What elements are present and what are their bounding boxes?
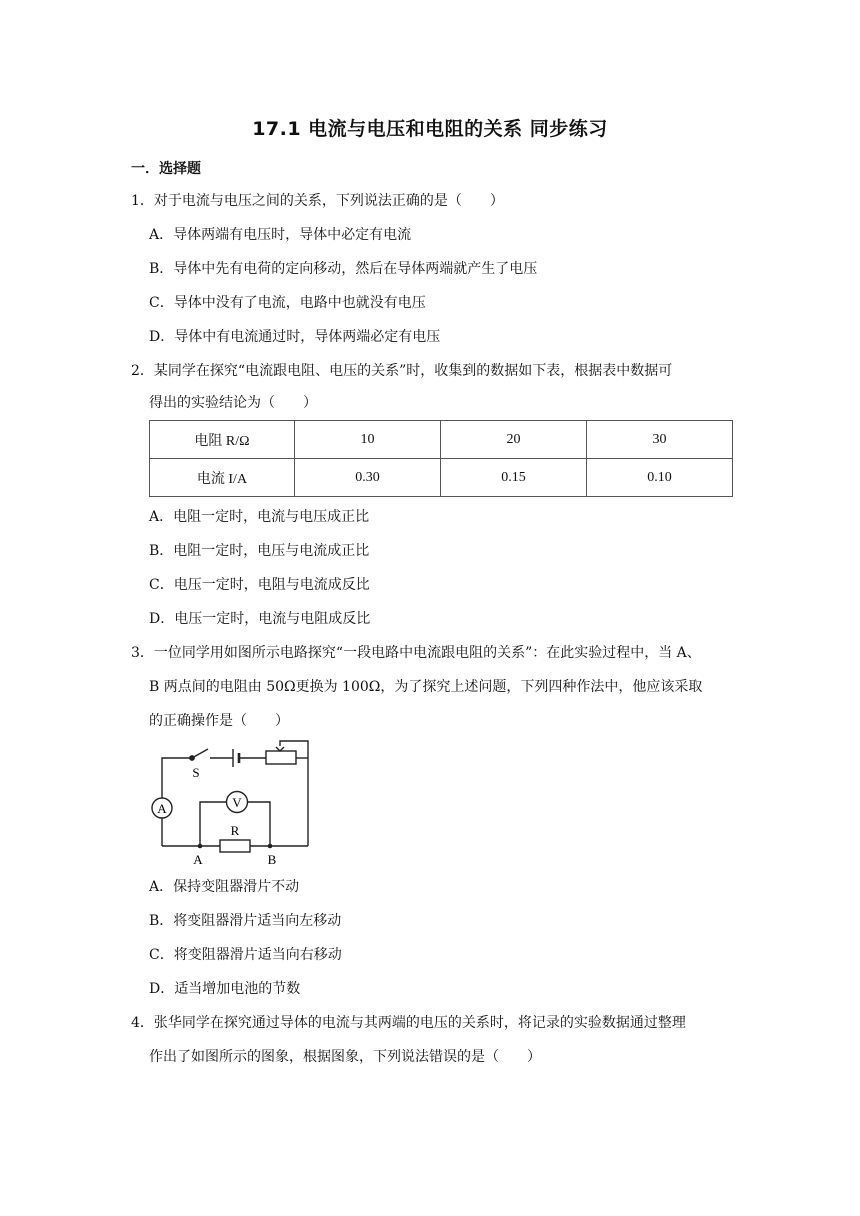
question-2-stem-line1: 2．某同学在探究“电流跟电阻、电压的关系”时，收集到的数据如下表，根据表中数据可: [131, 363, 673, 379]
junction-b: [268, 844, 273, 849]
table-cell: 30: [586, 421, 732, 459]
table-cell: 10: [294, 421, 440, 459]
table-cell: 0.10: [586, 459, 732, 497]
question-1-option-b: B．导体中先有电荷的定向移动，然后在导体两端就产生了电压: [149, 261, 538, 277]
table-cell: 电阻 R/Ω: [150, 421, 295, 459]
point-b-label: B: [267, 852, 277, 867]
ammeter-icon: [152, 798, 172, 818]
data-table: [149, 420, 733, 497]
junction-a: [198, 844, 203, 849]
question-1-option-a: A．导体两端有电压时，导体中必定有电流: [149, 227, 412, 243]
voltmeter-label: V: [232, 795, 242, 810]
question-4-stem-line1: 4．张华同学在探究通过导体的电流与其两端的电压的关系时，将记录的实验数据通过整理: [131, 1015, 686, 1031]
question-3-stem-line3: 的正确操作是（ ）: [149, 713, 289, 729]
table-cell: 0.15: [440, 459, 586, 497]
ammeter-label: A: [157, 801, 167, 816]
table-row: [150, 421, 733, 459]
question-3-option-a: A．保持变阻器滑片不动: [149, 879, 300, 895]
question-3-option-b: B．将变阻器滑片适当向左移动: [149, 913, 342, 929]
question-2-option-d: D．电压一定时，电流与电阻成反比: [149, 611, 371, 627]
section-heading: 一．选择题: [131, 161, 201, 177]
question-2-stem-line2: 得出的实验结论为（ ）: [149, 395, 317, 411]
question-3-stem-line2: B 两点间的电阻由 50Ω更换为 100Ω，为了探究上述问题，下列四种作法中，他应该采取: [149, 679, 703, 695]
table-row: [150, 459, 733, 497]
question-4-stem-line2: 作出了如图所示的图象，根据图象，下列说法错误的是（ ）: [149, 1049, 541, 1065]
voltmeter-icon: [227, 792, 248, 813]
switch-label: S: [192, 765, 200, 780]
question-1-stem: 1．对于电流与电压之间的关系，下列说法正确的是（ ）: [131, 193, 504, 209]
question-3-option-c: C．将变阻器滑片适当向右移动: [149, 947, 342, 963]
table-cell: 电流 I/A: [150, 459, 295, 497]
question-2-option-a: A．电阻一定时，电流与电压成正比: [149, 509, 370, 525]
question-1-option-d: D．导体中有电流通过时，导体两端必定有电压: [149, 329, 441, 345]
resistor-label: R: [230, 823, 240, 838]
question-2-option-c: C．电压一定时，电阻与电流成反比: [149, 577, 370, 593]
point-a-label: A: [193, 852, 203, 867]
table-cell: 20: [440, 421, 586, 459]
question-1-option-c: C．导体中没有了电流，电路中也就没有电压: [149, 295, 426, 311]
question-3-stem-line1: 3．一位同学用如图所示电路探究“一段电路中电流跟电阻的关系”：在此实验过程中，当 A、: [131, 645, 701, 661]
question-2-option-b: B．电阻一定时，电压与电流成正比: [149, 543, 370, 559]
circuit-diagram: [148, 738, 318, 868]
question-3-option-d: D．适当增加电池的节数: [149, 981, 301, 997]
table-cell: 0.30: [294, 459, 440, 497]
page-title: 17.1 电流与电压和电阻的关系 同步练习: [252, 118, 608, 140]
